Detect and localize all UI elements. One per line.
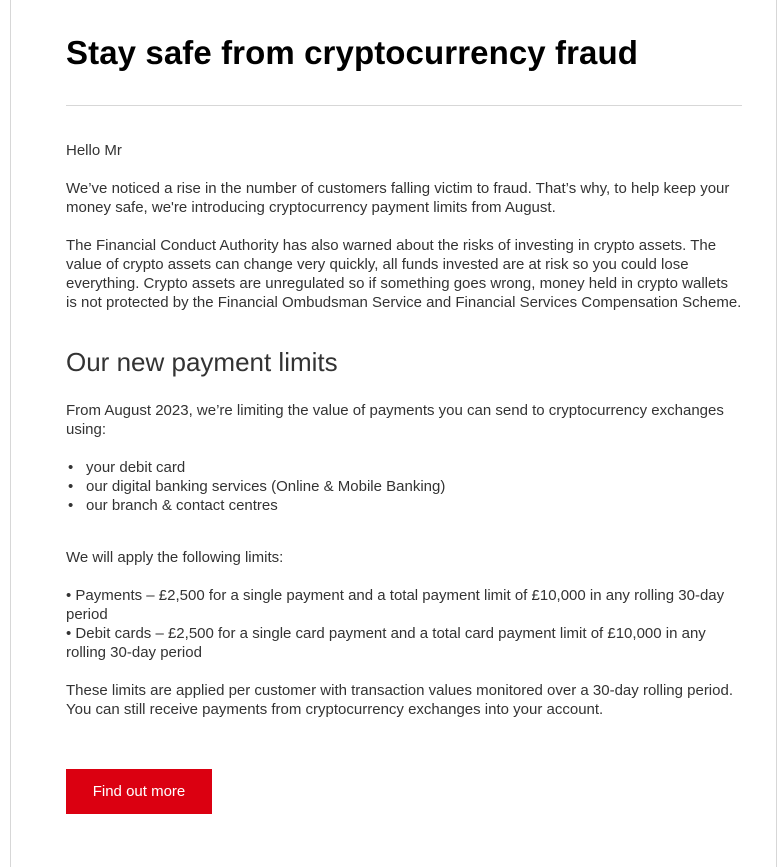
section-heading: Our new payment limits [66,347,338,377]
email-body [66,0,742,814]
limits-intro: We will apply the following limits: [66,549,284,566]
greeting: Hello Mr [66,142,122,159]
closing-paragraph: These limits are applied per customer with transaction values monitored over a 30-day rolling period. You can still receive payments from cryptocurrency exchanges into your account. [66,682,733,718]
limit-payments: • Payments – £2,500 for a single payment and a total payment limit of £10,000 in any rolling 30-day period [66,587,725,623]
list-item-label: our branch & contact centres [86,497,278,514]
limit-debit-cards: • Debit cards – £2,500 for a single card payment and a total card payment limit of £10,000 in any rolling 30-day period [66,625,706,661]
limits-list [66,586,742,662]
paragraph-fraud-rise: We’ve noticed a rise in the number of customers falling victim to fraud. That’s why, to help keep your money safe, we're introducing cryptocurrency payment limits from August. [66,180,730,216]
divider [66,105,742,106]
email-title: Stay safe from cryptocurrency fraud [66,34,639,71]
list-item [68,477,742,496]
find-out-more-button[interactable]: Find out more [66,769,212,814]
bullet-icon: • [68,478,74,495]
paragraph-fca-warning: The Financial Conduct Authority has also warned about the risks of investing in crypto assets. The value of crypto assets can change very quickly, all funds invested are at risk so you could lose everything. Crypto assets are unregulated so if something goes wrong, money held in crypto wallets is not protected by the Financial Ombudsman Service and Financial Services Compensation Scheme. [66,237,742,311]
bullet-icon: • [68,497,74,514]
channel-list [66,458,742,515]
list-item-label: our digital banking services (Online & Mobile Banking) [86,478,446,495]
section-intro: From August 2023, we’re limiting the value of payments you can send to cryptocurrency exchanges using: [66,402,724,438]
email-frame [10,0,777,867]
list-item [68,496,742,515]
list-item-label: your debit card [86,459,186,476]
list-item [68,458,742,477]
bullet-icon: • [68,459,74,476]
